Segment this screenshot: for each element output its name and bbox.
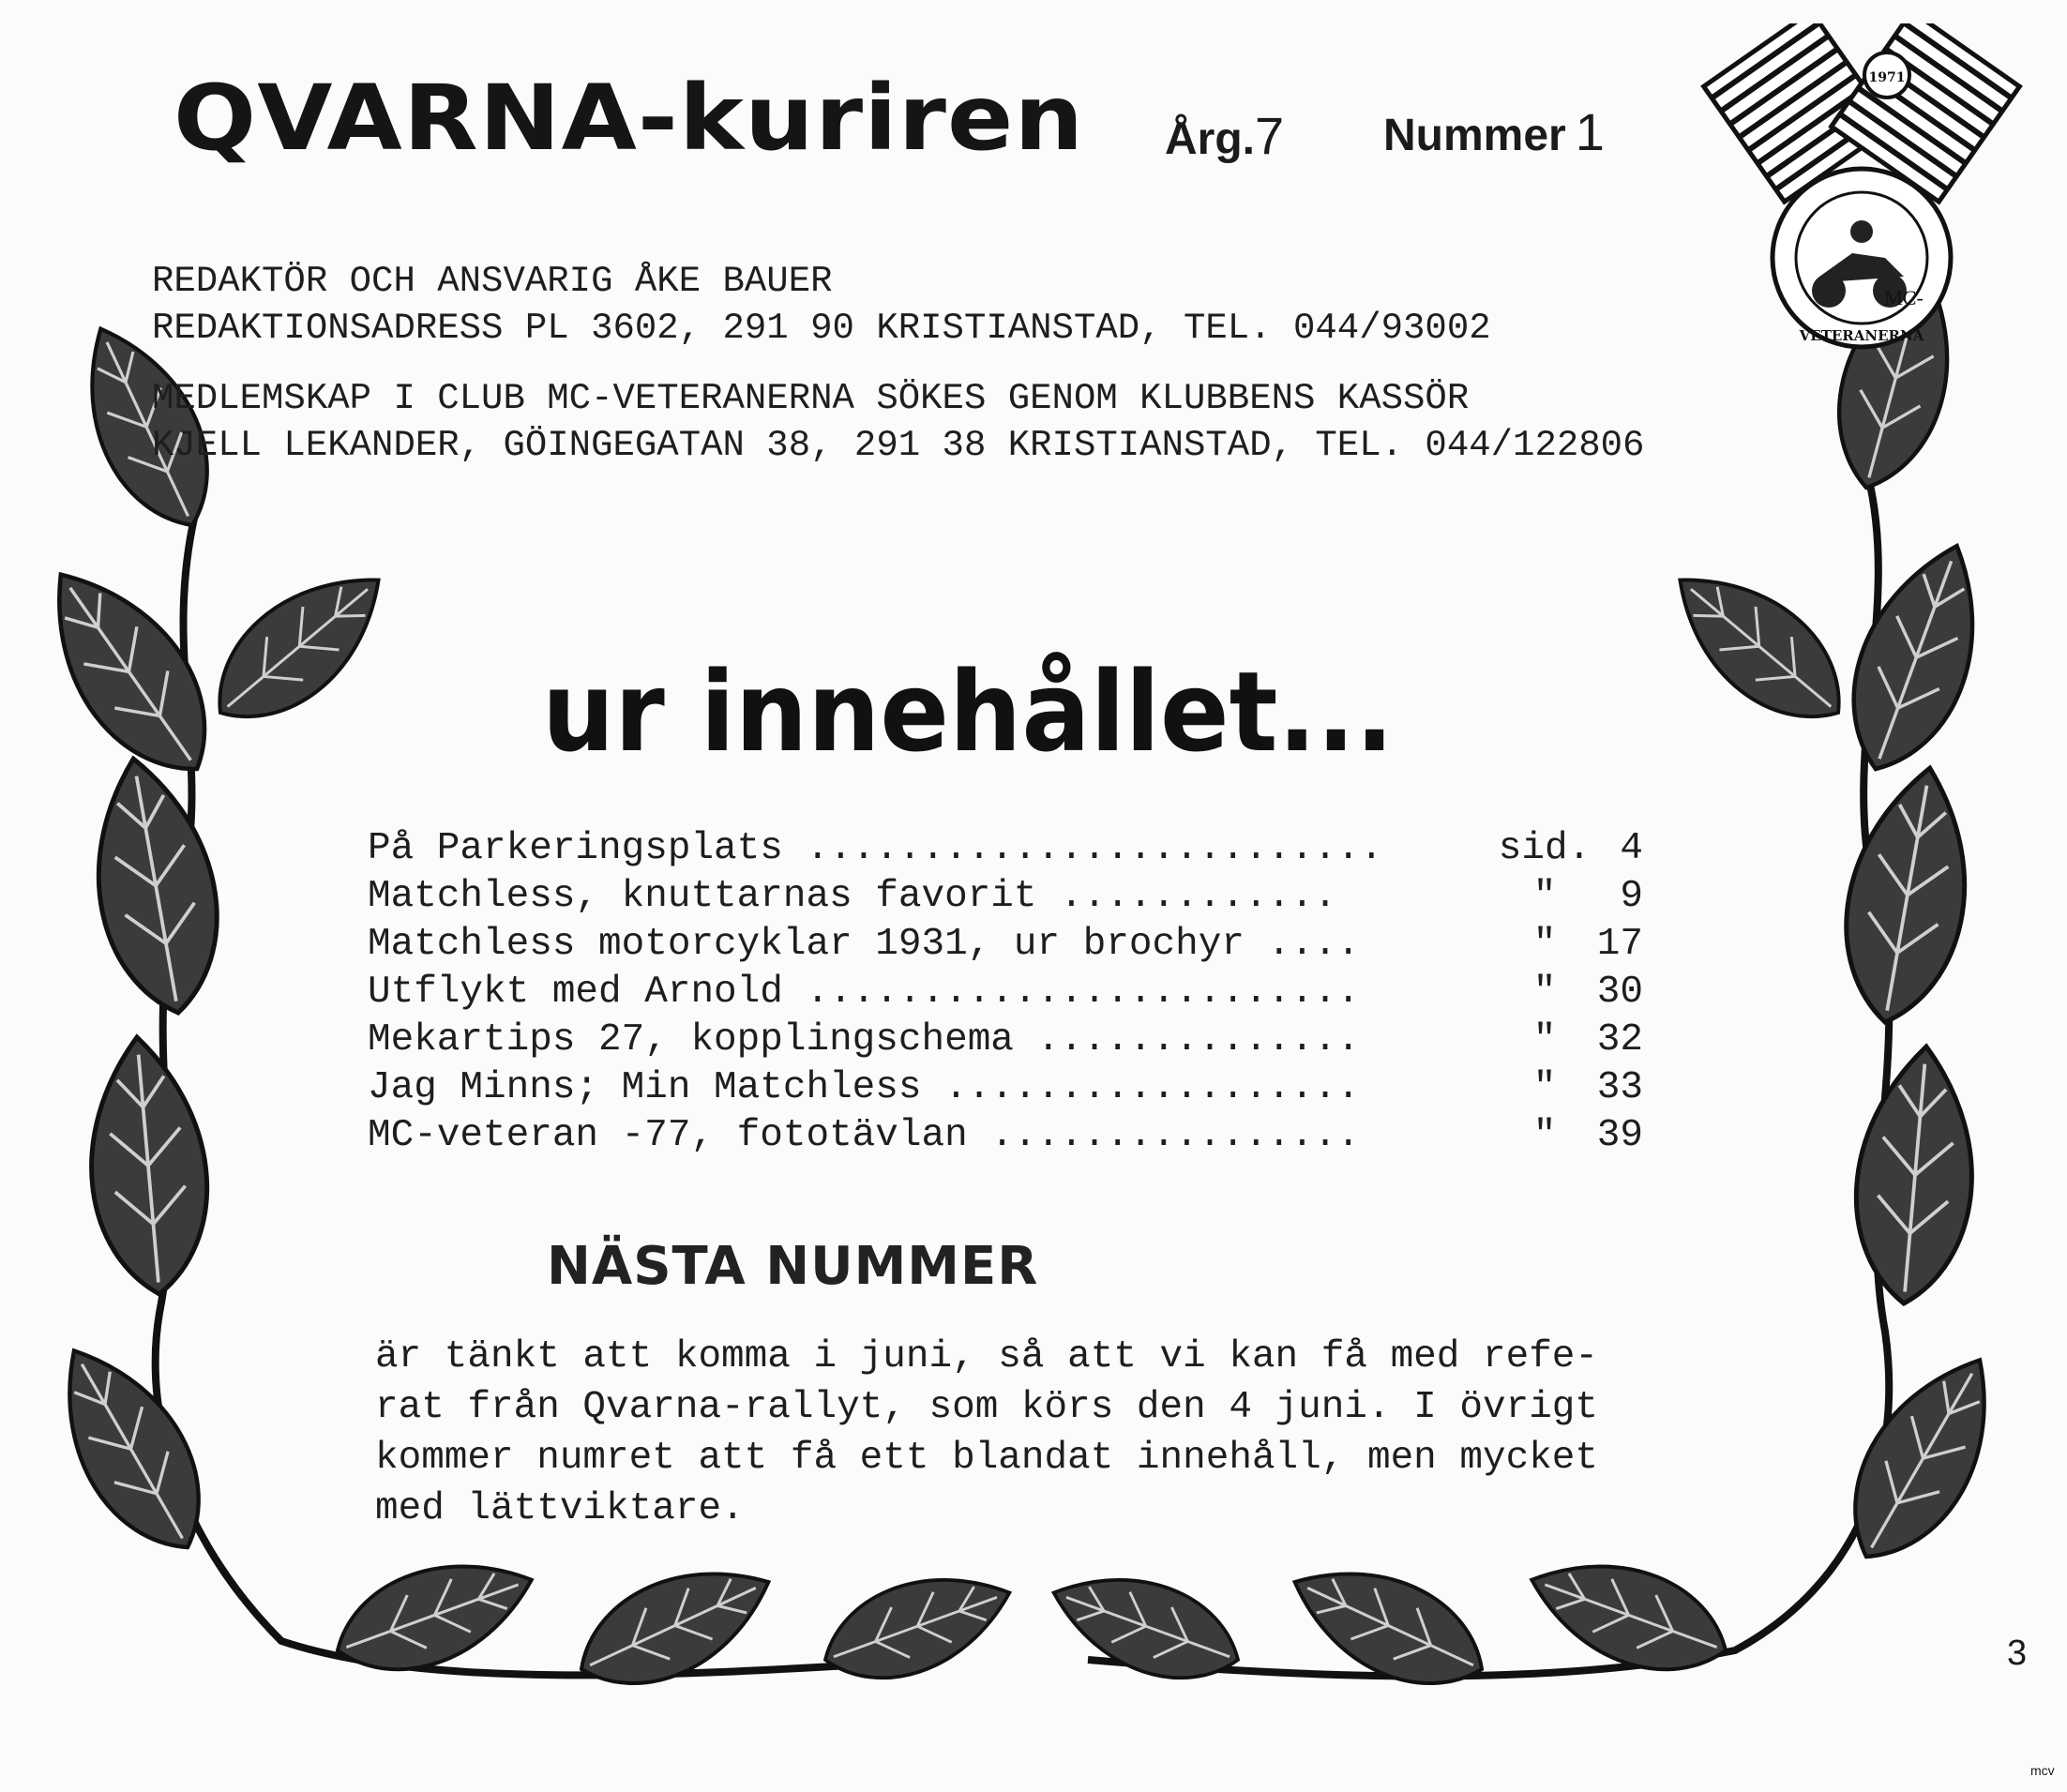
toc-page-mark: ": [1532, 1066, 1557, 1109]
toc-page-number: 9: [1620, 875, 1643, 918]
toc-page-number: 30: [1596, 971, 1643, 1014]
toc-page-mark: sid.: [1498, 827, 1592, 870]
toc-row: [368, 1066, 1662, 1114]
volume-label: [1165, 105, 1284, 166]
toc-row: [368, 971, 1662, 1018]
next-issue-line: rat från Qvarna-rallyt, som körs den 4 juni. I övrigt: [375, 1386, 1599, 1429]
toc-title: Matchless motorcyklar 1931, ur brochyr ....: [368, 923, 1360, 966]
editorial-address-line: REDAKTIONSADRESS PL 3602, 291 90 KRISTIANSTAD, TEL. 044/93002: [152, 308, 1491, 349]
toc-page-mark: ": [1532, 875, 1557, 918]
editor-line: REDAKTÖR OCH ANSVARIG ÅKE BAUER: [152, 261, 833, 302]
page-number: 3: [2007, 1634, 2028, 1673]
issue-number-value: 1: [1575, 102, 1605, 161]
contents-heading: ur innehållet...: [542, 647, 1395, 776]
masthead-title: QVARNA-kuriren: [174, 66, 1085, 171]
volume-value: 7: [1255, 106, 1285, 165]
toc-title: Mekartips 27, kopplingschema ..............: [368, 1018, 1360, 1062]
toc-page-number: 4: [1620, 827, 1643, 870]
club-logo-icon: [1688, 23, 2026, 352]
toc-page-mark: ": [1532, 1114, 1557, 1157]
corner-mark: mcv: [2030, 1763, 2055, 1778]
next-issue-line: kommer numret att få ett blandat innehåll, men mycket: [375, 1437, 1599, 1480]
next-issue-heading: NÄSTA NUMMER: [547, 1236, 1039, 1297]
toc-row: [368, 1018, 1662, 1066]
toc-page-mark: ": [1532, 1018, 1557, 1062]
next-issue-line: är tänkt att komma i juni, så att vi kan få med refe-: [375, 1335, 1599, 1378]
issue-number-label: Nummer: [1383, 111, 1566, 160]
toc-page-mark: ": [1532, 923, 1557, 966]
toc-row: [368, 1114, 1662, 1162]
logo-year: 1971: [1868, 70, 1906, 85]
toc-title: Utflykt med Arnold ........................: [368, 971, 1360, 1014]
toc-page-number: 39: [1596, 1114, 1643, 1157]
toc-row: [368, 875, 1662, 923]
logo-mc-text: MC-: [1884, 286, 1924, 309]
next-issue-text: [375, 1332, 1598, 1534]
next-issue-line: med lättviktare.: [375, 1487, 745, 1530]
toc-title: Matchless, knuttarnas favorit ............: [368, 875, 1337, 918]
toc-page-number: 33: [1596, 1066, 1643, 1109]
toc-title: Jag Minns; Min Matchless ..................: [368, 1066, 1360, 1109]
toc-page-mark: ": [1532, 971, 1557, 1014]
volume-label-text: Årg.: [1165, 114, 1255, 164]
logo-ring-text: VETERANERNA: [1799, 327, 1924, 344]
toc-title: På Parkeringsplats .........................: [368, 827, 1383, 870]
treasurer-address-line: KJELL LEKANDER, GÖINGEGATAN 38, 291 38 KRISTIANSTAD, TEL. 044/122806: [152, 425, 1645, 466]
toc-row: [368, 923, 1662, 971]
toc-title: MC-veteran -77, fototävlan ................: [368, 1114, 1360, 1157]
membership-line: MEDLEMSKAP I CLUB MC-VETERANERNA SÖKES GENOM KLUBBENS KASSÖR: [152, 378, 1470, 419]
toc-page-number: 32: [1596, 1018, 1643, 1062]
toc-row: [368, 827, 1662, 875]
issue-number: [1383, 101, 1605, 162]
toc-page-number: 17: [1596, 923, 1643, 966]
